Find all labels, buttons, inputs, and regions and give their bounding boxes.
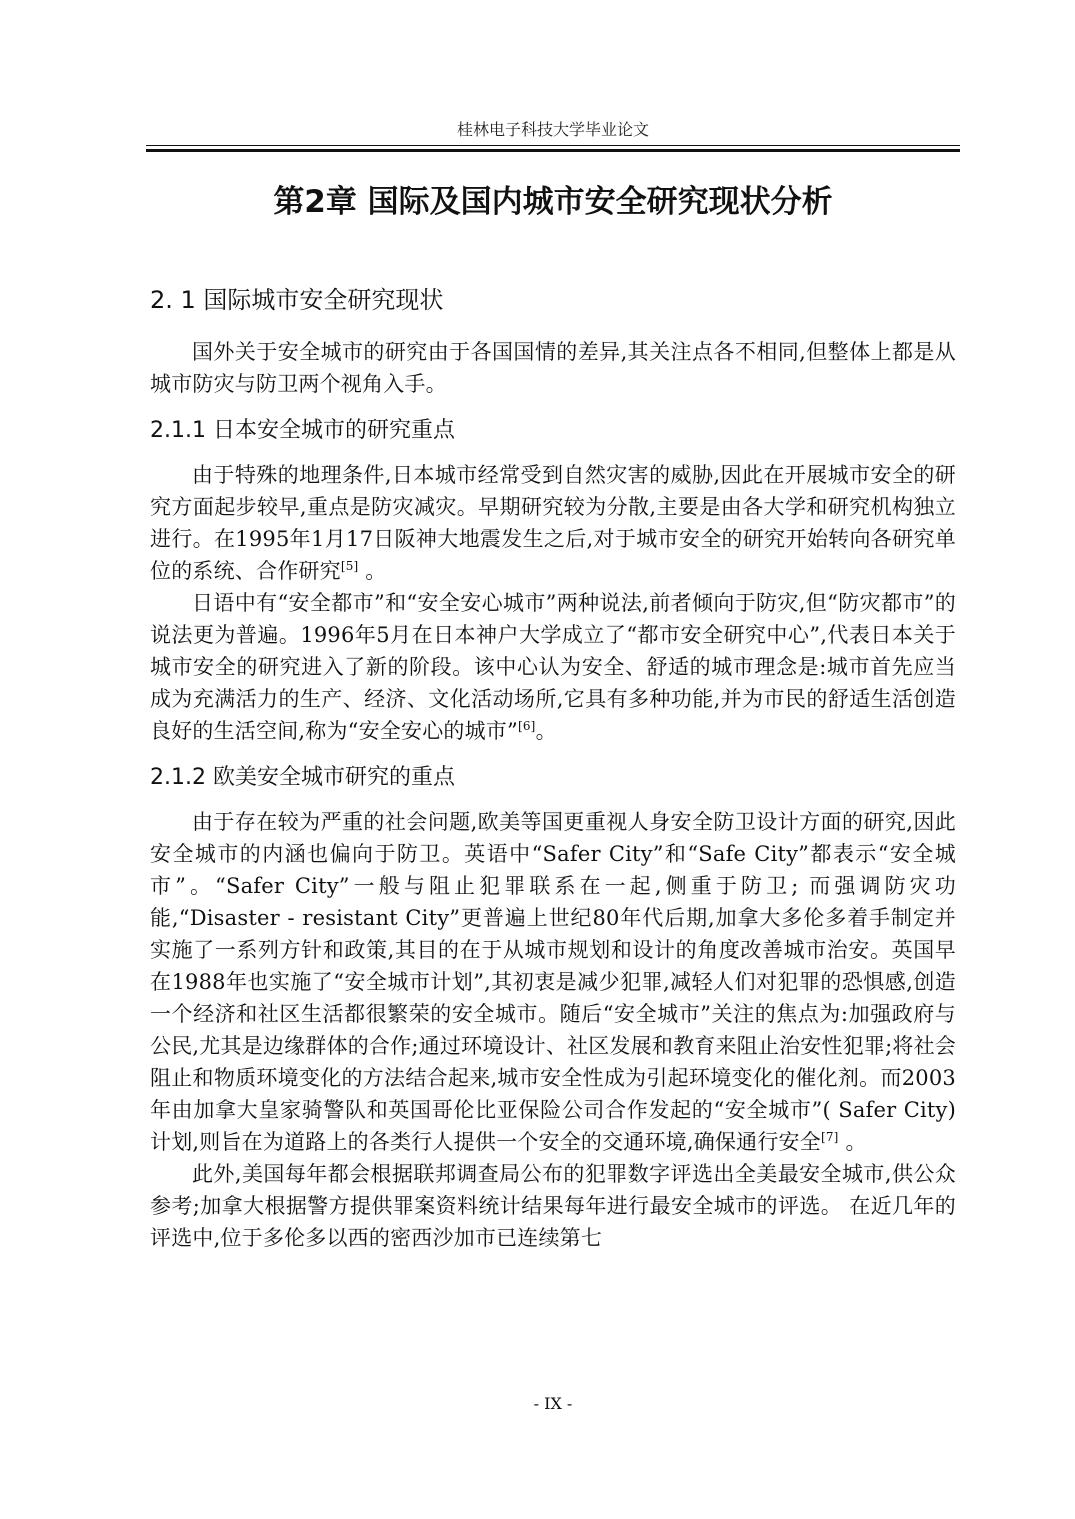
paragraph-text: 由于存在较为严重的社会问题,欧美等国更重视人身安全防卫设计方面的研究,因此安全城市的内涵也偏向于防卫。英语中“Safer City”和“Safe City”都表示“安全城市”。“Safer City”一般与阻止犯罪联系在一起,侧重于防卫; 而强调防灾功能,“Disaster - resistant City”更普遍上世纪80年代后期,加拿大多伦多着手制定并实施了一系列方针和政策,其目的在于从城市规划和设计的角度改善城市治安。英国早在1988年也实施了“安全城市计划”,其初衷是减少犯罪,减轻人们对犯罪的恐惧感,创造一个经济和社区生活都很繁荣的安全城市。随后“安全城市”关注的焦点为:加强政府与公民,尤其是边缘群体的合作;通过环境设计、社区发展和教育来阻止治安性犯罪;将社会阻止和物质环境变化的方法结合起来,城市安全性成为引起环境变化的催化剂。而2003年由加拿大皇家骑警队和英国哥伦比亚保险公司合作发起的“安全城市”( Safer City)计划,则旨在为道路上的各类行人提供一个安全的交通环境,确保通行安全 bbox=[150, 810, 956, 1154]
subsection-heading-2-1-2: 2.1.2 欧美安全城市研究的重点 bbox=[150, 765, 455, 790]
chapter-title: 第2章 国际及国内城市安全研究现状分析 bbox=[273, 184, 833, 220]
section-heading-2-1: 2. 1 国际城市安全研究现状 bbox=[150, 286, 444, 314]
page-number: - IX - bbox=[533, 1394, 573, 1413]
paragraph bbox=[150, 806, 956, 1158]
subsection-heading-2-1-1: 2.1.1 日本安全城市的研究重点 bbox=[150, 418, 455, 443]
citation: [5] bbox=[340, 559, 359, 573]
paragraph: 国外关于安全城市的研究由于各国国情的差异,其关注点各不相同,但整体上都是从城市防灾与防卫两个视角入手。 bbox=[150, 340, 956, 396]
paragraph-tail: 。 bbox=[838, 1130, 867, 1154]
paragraph bbox=[150, 459, 956, 587]
paragraph-text: 由于特殊的地理条件,日本城市经常受到自然灾害的威胁,因此在开展城市安全的研究方面起步较早,重点是防灾减灾。早期研究较为分散,主要是由各大学和研究机构独立进行。在1995年1月17日阪神大地震发生之后,对于城市安全的研究开始转向各研究单位的系统、合作研究 bbox=[150, 463, 956, 583]
header-rule-thin bbox=[146, 145, 960, 146]
header-rule-thick bbox=[146, 149, 960, 152]
paragraph-text: 日语中有“安全都市”和“安全安心城市”两种说法,前者倾向于防灾,但“防灾都市”的说法更为普遍。1996年5月在日本神户大学成立了“都市安全研究中心”,代表日本关于城市安全的研究进入了新的阶段。该中心认为安全、舒适的城市理念是:城市首先应当成为充满活力的生产、经济、文化活动场所,它具有多种功能,并为市民的舒适生活创造良好的生活空间,称为“安全安心的城市” bbox=[150, 591, 956, 743]
running-header: 桂林电子科技大学毕业论文 bbox=[456, 120, 649, 139]
paragraph-tail: 。 bbox=[535, 719, 557, 743]
paragraph bbox=[150, 587, 956, 747]
body-text bbox=[150, 270, 956, 1254]
paragraph: 此外,美国每年都会根据联邦调查局公布的犯罪数字评选出全美最安全城市,供公众参考;加拿大根据警方提供罪案资料统计结果每年进行最安全城市的评选。 在近几年的评选中,位于多伦多以西的密西沙加市已连续第七 bbox=[150, 1162, 956, 1250]
citation: [7] bbox=[820, 1130, 839, 1144]
citation: [6] bbox=[517, 719, 536, 733]
paragraph-tail: 。 bbox=[358, 559, 387, 583]
